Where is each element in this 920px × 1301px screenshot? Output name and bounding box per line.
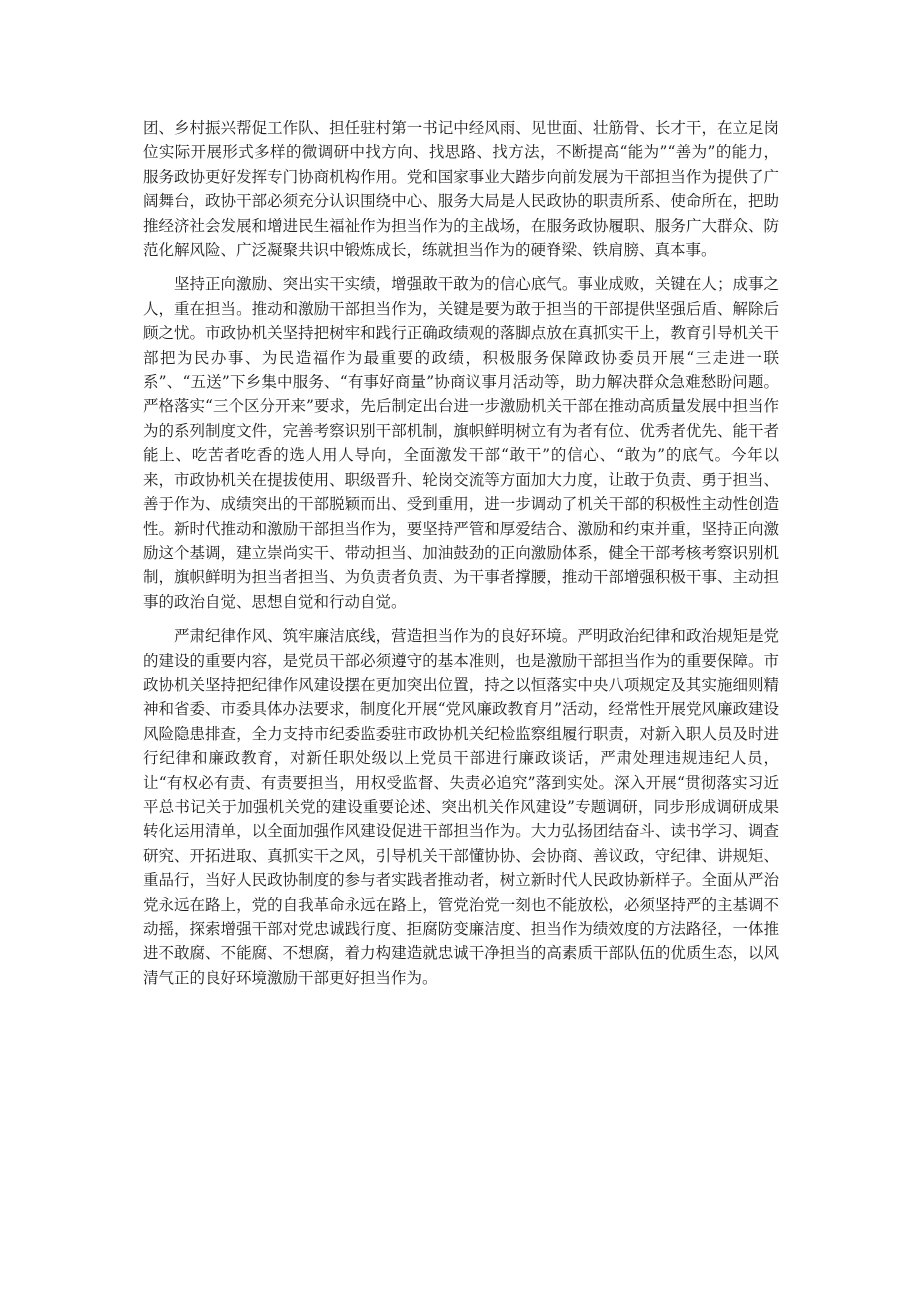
paragraph-1: 团、乡村振兴帮促工作队、担任驻村第一书记中经风雨、见世面、壮筋骨、长才干，在立足岗位实际开展形式多样的微调研中找方向、找思路、找方法，不断提高“能为”“善为”的能力，服务政协更好发挥专门协商机构作用。党和国家事业大踏步向前发展为干部担当作为提供了广阔舞台，政协干部必须充分认识围绕中心、服务大局是人民政协的职责所系、使命所在，把助推经济社会发展和增进民生福祉作为担当作为的主战场，在服务政协履职、服务广大群众、防范化解风险、广泛凝聚共识中锻炼成长，练就担当作为的硬脊梁、铁肩膀、真本事。 <box>143 119 779 260</box>
paragraph-2: 坚持正向激励、突出实干实绩，增强敢干敢为的信心底气。事业成败，关键在人；成事之人，重在担当。推动和激励干部担当作为，关键是要为敢于担当的干部提供坚强后盾、解除后顾之忧。市政协机关坚持把树牢和践行正确政绩观的落脚点放在真抓实干上，教育引导机关干部把为民办事、为民造福作为最重要的政绩，积极服务保障政协委员开展“三走进一联系”、“五送”下乡集中服务、“有事好商量”协商议事月活动等，助力解决群众急难愁盼问题。严格落实“三个区分开来”要求，先后制定出台进一步激励机关干部在推动高质量发展中担当作为的系列制度文件，完善考察识别干部机制，旗帜鲜明树立有为者有位、优秀者优先、能干者能上、吃苦者吃香的选人用人导向，全面激发干部“敢干”的信心、“敢为”的底气。今年以来，市政协机关在提拔使用、职级晋升、轮岗交流等方面加大力度，让敢于负责、勇于担当、善于作为、成绩突出的干部脱颖而出、受到重用，进一步调动了机关干部的积极性主动性创造性。新时代推动和激励干部担当作为，要坚持严管和厚爱结合、激励和约束并重，坚持正向激励这个基调，建立崇尚实干、带动担当、加油鼓劲的正向激励体系，健全干部考核考察识别机制，旗帜鲜明为担当者担当、为负责者负责、为干事者撑腰，推动干部增强积极干事、主动担事的政治自觉、思想自觉和行动自觉。 <box>143 275 779 611</box>
article-body <box>143 116 779 1000</box>
paragraph-3: 严肃纪律作风、筑牢廉洁底线，营造担当作为的良好环境。严明政治纪律和政治规矩是党的建设的重要内容，是党员干部必须遵守的基本准则，也是激励干部担当作为的重要保障。市政协机关坚持把纪律作风建设摆在更加突出位置，持之以恒落实中央八项规定及其实施细则精神和省委、市委具体办法要求，制度化开展“党风廉政教育月”活动，经常性开展党风廉政建设风险隐患排查，全力支持市纪委监委驻市政协机关纪检监察组履行职责，对新入职人员及时进行纪律和廉政教育，对新任职处级以上党员干部进行廉政谈话，严肃处理违规违纪人员，让“有权必有责、有责要担当，用权受监督、失责必追究”落到实处。深入开展“贯彻落实习近平总书记关于加强机关党的建设重要论述、突出机关作风建设”专题调研，同步形成调研成果转化运用清单，以全面加强作风建设促进干部担当作为。大力弘扬团结奋斗、读书学习、调查研究、开拓进取、真抓实干之风，引导机关干部懂协协、会协商、善议政，守纪律、讲规矩、重品行，当好人民政协制度的参与者实践者推动者，树立新时代人民政协新样子。全面从严治党永远在路上，党的自我革命永远在路上，管党治党一刻也不能放松，必须坚持严的主基调不动摇，探索增强干部对党忠诚践行度、拒腐防变廉洁度、担当作为绩效度的方法路径，一体推进不敢腐、不能腐、不想腐，着力构建造就忠诚干净担当的高素质干部队伍的优质生态，以风清气正的良好环境激励干部更好担当作为。 <box>143 627 779 987</box>
